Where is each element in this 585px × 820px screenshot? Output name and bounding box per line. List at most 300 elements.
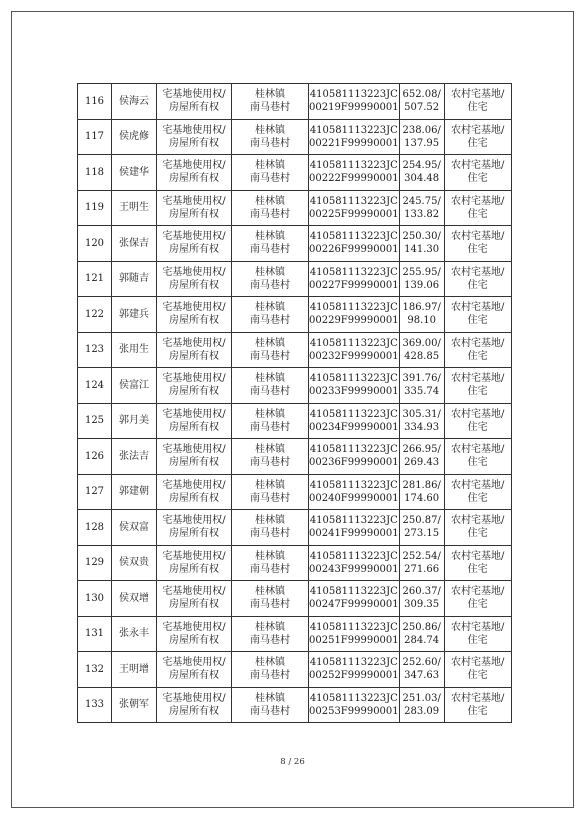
right-type-cell-line-1: 宅基地使用权/ xyxy=(162,231,226,243)
area-cell-line-1: 245.75/ xyxy=(402,195,441,207)
area-cell-line-1: 369.00/ xyxy=(402,337,441,349)
land-use-cell-line-1: 农村宅基地/ xyxy=(450,515,505,527)
land-use-cell-line-2: 住宅 xyxy=(467,208,488,220)
area-cell-line-1: 250.30/ xyxy=(402,231,441,243)
right-type-cell-line-1: 宅基地使用权/ xyxy=(162,195,226,207)
location-cell xyxy=(232,403,309,439)
parcel-code-cell xyxy=(309,155,400,191)
parcel-code-cell-line-1: 410581113223JC xyxy=(309,479,398,491)
owner-name-cell: 侯建华 xyxy=(112,155,157,191)
area-cell-line-2: 269.43 xyxy=(404,457,440,469)
parcel-code-cell-line-1: 410581113223JC xyxy=(309,337,398,349)
owner-name-cell: 张保吉 xyxy=(112,226,157,262)
parcel-code-cell-line-2: 00229F99990001 xyxy=(309,315,399,327)
table-row xyxy=(78,155,512,191)
right-type-cell-line-1: 宅基地使用权/ xyxy=(162,302,226,314)
location-cell-line-1: 桂林镇 xyxy=(255,550,285,562)
right-type-cell-line-2: 房屋所有权 xyxy=(169,208,219,220)
land-use-cell-line-1: 农村宅基地/ xyxy=(450,124,505,136)
parcel-code-cell-line-2: 00219F99990001 xyxy=(309,102,399,114)
right-type-cell-line-1: 宅基地使用权/ xyxy=(162,337,226,349)
table-row xyxy=(78,581,512,617)
parcel-code-cell-line-2: 00232F99990001 xyxy=(309,350,399,362)
area-cell-line-1: 252.60/ xyxy=(402,657,441,669)
location-cell-line-2: 南马巷村 xyxy=(250,528,290,540)
parcel-code-cell-line-2: 00241F99990001 xyxy=(309,528,399,540)
location-cell-line-2: 南马巷村 xyxy=(250,457,290,469)
row-number-cell: 133 xyxy=(78,687,112,723)
parcel-code-cell xyxy=(309,368,400,404)
area-cell-line-1: 255.95/ xyxy=(402,266,441,278)
location-cell xyxy=(232,261,309,297)
land-use-cell-line-1: 农村宅基地/ xyxy=(450,160,505,172)
area-cell-line-1: 250.86/ xyxy=(402,621,441,633)
area-cell-line-2: 283.09 xyxy=(404,705,440,717)
area-cell xyxy=(399,190,444,226)
area-cell-line-2: 141.30 xyxy=(404,244,440,256)
parcel-code-cell-line-1: 410581113223JC xyxy=(309,195,398,207)
owner-name-cell: 张法吉 xyxy=(112,439,157,475)
land-use-cell-line-1: 农村宅基地/ xyxy=(450,302,505,314)
parcel-code-cell-line-1: 410581113223JC xyxy=(309,550,398,562)
row-number-cell: 129 xyxy=(78,545,112,581)
owner-name-cell: 侯双贵 xyxy=(112,545,157,581)
owner-name-cell: 王明增 xyxy=(112,652,157,688)
location-cell-line-2: 南马巷村 xyxy=(250,563,290,575)
owner-name-cell: 侯海云 xyxy=(112,84,157,120)
area-cell-line-2: 304.48 xyxy=(404,173,440,185)
location-cell-line-2: 南马巷村 xyxy=(250,279,290,291)
area-cell-line-1: 251.03/ xyxy=(402,692,441,704)
parcel-code-cell-line-2: 00240F99990001 xyxy=(309,492,399,504)
land-use-cell xyxy=(444,226,511,262)
right-type-cell-line-1: 宅基地使用权/ xyxy=(162,479,226,491)
area-cell-line-1: 238.06/ xyxy=(402,124,441,136)
right-type-cell-line-1: 宅基地使用权/ xyxy=(162,408,226,420)
right-type-cell-line-1: 宅基地使用权/ xyxy=(162,124,226,136)
area-cell-line-2: 347.63 xyxy=(404,670,440,682)
land-use-cell xyxy=(444,261,511,297)
land-use-cell xyxy=(444,332,511,368)
location-cell-line-2: 南马巷村 xyxy=(250,670,290,682)
parcel-code-cell-line-2: 00243F99990001 xyxy=(309,563,399,575)
area-cell xyxy=(399,155,444,191)
right-type-cell-line-1: 宅基地使用权/ xyxy=(162,586,226,598)
land-use-cell xyxy=(444,652,511,688)
owner-name-cell: 张永丰 xyxy=(112,616,157,652)
parcel-code-cell xyxy=(309,190,400,226)
table-row xyxy=(78,368,512,404)
right-type-cell xyxy=(157,616,232,652)
area-cell-line-2: 334.93 xyxy=(404,421,440,433)
area-cell xyxy=(399,545,444,581)
location-cell-line-2: 南马巷村 xyxy=(250,350,290,362)
table-row xyxy=(78,687,512,723)
right-type-cell xyxy=(157,439,232,475)
area-cell xyxy=(399,652,444,688)
land-use-cell-line-2: 住宅 xyxy=(467,315,488,327)
right-type-cell-line-2: 房屋所有权 xyxy=(169,599,219,611)
land-use-cell xyxy=(444,190,511,226)
location-cell xyxy=(232,439,309,475)
right-type-cell-line-1: 宅基地使用权/ xyxy=(162,515,226,527)
right-type-cell-line-2: 房屋所有权 xyxy=(169,315,219,327)
location-cell-line-1: 桂林镇 xyxy=(255,586,285,598)
area-cell-line-1: 250.87/ xyxy=(402,515,441,527)
land-use-cell xyxy=(444,403,511,439)
owner-name-cell: 王明生 xyxy=(112,190,157,226)
land-use-cell xyxy=(444,545,511,581)
right-type-cell-line-2: 房屋所有权 xyxy=(169,634,219,646)
land-use-cell-line-1: 农村宅基地/ xyxy=(450,586,505,598)
location-cell-line-2: 南马巷村 xyxy=(250,421,290,433)
row-number-cell: 118 xyxy=(78,155,112,191)
location-cell xyxy=(232,687,309,723)
parcel-code-cell xyxy=(309,545,400,581)
area-cell xyxy=(399,368,444,404)
area-cell xyxy=(399,439,444,475)
row-number-cell: 122 xyxy=(78,297,112,333)
area-cell-line-2: 273.15 xyxy=(404,528,440,540)
row-number-cell: 123 xyxy=(78,332,112,368)
location-cell-line-1: 桂林镇 xyxy=(255,337,285,349)
right-type-cell xyxy=(157,545,232,581)
row-number-cell: 132 xyxy=(78,652,112,688)
right-type-cell-line-1: 宅基地使用权/ xyxy=(162,657,226,669)
location-cell-line-1: 桂林镇 xyxy=(255,408,285,420)
area-cell-line-1: 281.86/ xyxy=(402,479,441,491)
area-cell xyxy=(399,687,444,723)
area-cell-line-2: 271.66 xyxy=(404,563,440,575)
owner-name-cell: 郭随吉 xyxy=(112,261,157,297)
row-number-cell: 121 xyxy=(78,261,112,297)
parcel-code-cell-line-1: 410581113223JC xyxy=(309,231,398,243)
location-cell-line-2: 南马巷村 xyxy=(250,208,290,220)
area-cell xyxy=(399,226,444,262)
land-use-cell xyxy=(444,439,511,475)
right-type-cell-line-1: 宅基地使用权/ xyxy=(162,621,226,633)
right-type-cell xyxy=(157,297,232,333)
row-number-cell: 126 xyxy=(78,439,112,475)
area-cell-line-2: 139.06 xyxy=(404,279,440,291)
area-cell-line-1: 652.08/ xyxy=(402,89,441,101)
property-records-table xyxy=(77,83,512,723)
area-cell xyxy=(399,403,444,439)
row-number-cell: 119 xyxy=(78,190,112,226)
table-row xyxy=(78,616,512,652)
area-cell-line-2: 98.10 xyxy=(407,315,436,327)
parcel-code-cell xyxy=(309,439,400,475)
land-use-cell-line-2: 住宅 xyxy=(467,279,488,291)
land-use-cell-line-1: 农村宅基地/ xyxy=(450,195,505,207)
area-cell xyxy=(399,297,444,333)
area-cell-line-1: 260.37/ xyxy=(402,586,441,598)
right-type-cell-line-2: 房屋所有权 xyxy=(169,421,219,433)
right-type-cell-line-2: 房屋所有权 xyxy=(169,563,219,575)
location-cell-line-1: 桂林镇 xyxy=(255,89,285,101)
land-use-cell-line-2: 住宅 xyxy=(467,528,488,540)
land-use-cell-line-2: 住宅 xyxy=(467,705,488,717)
owner-name-cell: 郭建兵 xyxy=(112,297,157,333)
land-use-cell-line-1: 农村宅基地/ xyxy=(450,692,505,704)
parcel-code-cell xyxy=(309,687,400,723)
land-use-cell-line-2: 住宅 xyxy=(467,102,488,114)
location-cell-line-1: 桂林镇 xyxy=(255,302,285,314)
row-number-cell: 127 xyxy=(78,474,112,510)
location-cell-line-1: 桂林镇 xyxy=(255,692,285,704)
row-number-cell: 130 xyxy=(78,581,112,617)
right-type-cell xyxy=(157,652,232,688)
parcel-code-cell-line-2: 00226F99990001 xyxy=(309,244,399,256)
owner-name-cell: 郭建朝 xyxy=(112,474,157,510)
location-cell-line-1: 桂林镇 xyxy=(255,160,285,172)
land-use-cell-line-1: 农村宅基地/ xyxy=(450,266,505,278)
parcel-code-cell-line-2: 00247F99990001 xyxy=(309,599,399,611)
table-row xyxy=(78,510,512,546)
location-cell-line-2: 南马巷村 xyxy=(250,315,290,327)
location-cell-line-2: 南马巷村 xyxy=(250,492,290,504)
right-type-cell-line-2: 房屋所有权 xyxy=(169,386,219,398)
area-cell-line-1: 391.76/ xyxy=(402,373,441,385)
area-cell-line-2: 428.85 xyxy=(404,350,440,362)
parcel-code-cell-line-1: 410581113223JC xyxy=(309,160,398,172)
owner-name-cell: 侯双增 xyxy=(112,581,157,617)
land-use-cell-line-1: 农村宅基地/ xyxy=(450,444,505,456)
area-cell-line-1: 186.97/ xyxy=(402,302,441,314)
parcel-code-cell-line-1: 410581113223JC xyxy=(309,302,398,314)
parcel-code-cell xyxy=(309,332,400,368)
row-number-cell: 120 xyxy=(78,226,112,262)
table-row xyxy=(78,84,512,120)
right-type-cell-line-2: 房屋所有权 xyxy=(169,244,219,256)
area-cell-line-2: 507.52 xyxy=(404,102,440,114)
parcel-code-cell xyxy=(309,297,400,333)
parcel-code-cell-line-1: 410581113223JC xyxy=(309,515,398,527)
land-use-cell xyxy=(444,119,511,155)
area-cell-line-2: 309.35 xyxy=(404,599,440,611)
location-cell-line-1: 桂林镇 xyxy=(255,195,285,207)
table-row xyxy=(78,119,512,155)
parcel-code-cell-line-1: 410581113223JC xyxy=(309,444,398,456)
parcel-code-cell-line-2: 00225F99990001 xyxy=(309,208,399,220)
land-use-cell-line-1: 农村宅基地/ xyxy=(450,479,505,491)
land-use-cell xyxy=(444,616,511,652)
right-type-cell xyxy=(157,687,232,723)
parcel-code-cell-line-1: 410581113223JC xyxy=(309,621,398,633)
right-type-cell xyxy=(157,226,232,262)
location-cell xyxy=(232,545,309,581)
parcel-code-cell-line-2: 00234F99990001 xyxy=(309,421,399,433)
parcel-code-cell-line-2: 00221F99990001 xyxy=(309,137,399,149)
parcel-code-cell-line-1: 410581113223JC xyxy=(309,657,398,669)
parcel-code-cell-line-1: 410581113223JC xyxy=(309,89,398,101)
right-type-cell xyxy=(157,332,232,368)
land-use-cell-line-1: 农村宅基地/ xyxy=(450,408,505,420)
area-cell-line-1: 252.54/ xyxy=(402,550,441,562)
row-number-cell: 116 xyxy=(78,84,112,120)
owner-name-cell: 张朝军 xyxy=(112,687,157,723)
area-cell xyxy=(399,474,444,510)
parcel-code-cell xyxy=(309,616,400,652)
land-use-cell-line-2: 住宅 xyxy=(467,137,488,149)
table-row xyxy=(78,545,512,581)
parcel-code-cell-line-2: 00222F99990001 xyxy=(309,173,399,185)
land-use-cell-line-2: 住宅 xyxy=(467,599,488,611)
parcel-code-cell-line-2: 00227F99990001 xyxy=(309,279,399,291)
parcel-code-cell xyxy=(309,581,400,617)
land-use-cell-line-2: 住宅 xyxy=(467,173,488,185)
land-use-cell-line-2: 住宅 xyxy=(467,634,488,646)
location-cell-line-1: 桂林镇 xyxy=(255,621,285,633)
owner-name-cell: 侯虎修 xyxy=(112,119,157,155)
right-type-cell-line-2: 房屋所有权 xyxy=(169,350,219,362)
right-type-cell xyxy=(157,474,232,510)
land-use-cell xyxy=(444,687,511,723)
land-use-cell-line-1: 农村宅基地/ xyxy=(450,550,505,562)
location-cell xyxy=(232,652,309,688)
location-cell xyxy=(232,616,309,652)
area-cell-line-2: 133.82 xyxy=(404,208,440,220)
location-cell-line-1: 桂林镇 xyxy=(255,231,285,243)
table-row xyxy=(78,297,512,333)
location-cell-line-1: 桂林镇 xyxy=(255,124,285,136)
parcel-code-cell-line-2: 00233F99990001 xyxy=(309,386,399,398)
land-use-cell xyxy=(444,368,511,404)
right-type-cell-line-1: 宅基地使用权/ xyxy=(162,444,226,456)
parcel-code-cell xyxy=(309,403,400,439)
right-type-cell-line-2: 房屋所有权 xyxy=(169,705,219,717)
location-cell-line-1: 桂林镇 xyxy=(255,657,285,669)
parcel-code-cell-line-2: 00251F99990001 xyxy=(309,634,399,646)
owner-name-cell: 侯富江 xyxy=(112,368,157,404)
location-cell-line-1: 桂林镇 xyxy=(255,515,285,527)
row-number-cell: 117 xyxy=(78,119,112,155)
parcel-code-cell xyxy=(309,261,400,297)
land-use-cell xyxy=(444,581,511,617)
location-cell xyxy=(232,581,309,617)
right-type-cell-line-2: 房屋所有权 xyxy=(169,670,219,682)
parcel-code-cell xyxy=(309,119,400,155)
table-row xyxy=(78,226,512,262)
table-row xyxy=(78,474,512,510)
parcel-code-cell-line-2: 00236F99990001 xyxy=(309,457,399,469)
right-type-cell-line-2: 房屋所有权 xyxy=(169,528,219,540)
location-cell xyxy=(232,297,309,333)
parcel-code-cell-line-1: 410581113223JC xyxy=(309,692,398,704)
location-cell-line-2: 南马巷村 xyxy=(250,705,290,717)
parcel-code-cell-line-1: 410581113223JC xyxy=(309,266,398,278)
location-cell xyxy=(232,474,309,510)
parcel-code-cell xyxy=(309,474,400,510)
right-type-cell xyxy=(157,368,232,404)
location-cell-line-2: 南马巷村 xyxy=(250,102,290,114)
parcel-code-cell-line-1: 410581113223JC xyxy=(309,586,398,598)
land-use-cell-line-1: 农村宅基地/ xyxy=(450,89,505,101)
location-cell xyxy=(232,510,309,546)
right-type-cell-line-1: 宅基地使用权/ xyxy=(162,160,226,172)
table-row xyxy=(78,403,512,439)
location-cell-line-2: 南马巷村 xyxy=(250,244,290,256)
right-type-cell-line-1: 宅基地使用权/ xyxy=(162,550,226,562)
right-type-cell xyxy=(157,510,232,546)
area-cell xyxy=(399,510,444,546)
area-cell-line-2: 335.74 xyxy=(404,386,440,398)
location-cell-line-2: 南马巷村 xyxy=(250,599,290,611)
area-cell xyxy=(399,84,444,120)
owner-name-cell: 侯双富 xyxy=(112,510,157,546)
table-row xyxy=(78,190,512,226)
location-cell xyxy=(232,226,309,262)
area-cell xyxy=(399,261,444,297)
right-type-cell-line-2: 房屋所有权 xyxy=(169,457,219,469)
row-number-cell: 125 xyxy=(78,403,112,439)
right-type-cell-line-2: 房屋所有权 xyxy=(169,279,219,291)
parcel-code-cell xyxy=(309,652,400,688)
area-cell-line-2: 174.60 xyxy=(404,492,440,504)
area-cell-line-1: 266.95/ xyxy=(402,444,441,456)
location-cell-line-2: 南马巷村 xyxy=(250,634,290,646)
parcel-code-cell-line-2: 00253F99990001 xyxy=(309,705,399,717)
parcel-code-cell xyxy=(309,510,400,546)
right-type-cell xyxy=(157,403,232,439)
right-type-cell xyxy=(157,119,232,155)
right-type-cell-line-1: 宅基地使用权/ xyxy=(162,692,226,704)
right-type-cell-line-2: 房屋所有权 xyxy=(169,102,219,114)
location-cell-line-2: 南马巷村 xyxy=(250,386,290,398)
land-use-cell xyxy=(444,474,511,510)
land-use-cell xyxy=(444,84,511,120)
land-use-cell-line-2: 住宅 xyxy=(467,492,488,504)
land-use-cell-line-2: 住宅 xyxy=(467,457,488,469)
location-cell-line-2: 南马巷村 xyxy=(250,173,290,185)
land-use-cell-line-2: 住宅 xyxy=(467,670,488,682)
table-row xyxy=(78,332,512,368)
location-cell-line-1: 桂林镇 xyxy=(255,266,285,278)
right-type-cell-line-1: 宅基地使用权/ xyxy=(162,266,226,278)
table-row xyxy=(78,261,512,297)
land-use-cell-line-1: 农村宅基地/ xyxy=(450,337,505,349)
location-cell xyxy=(232,119,309,155)
right-type-cell-line-2: 房屋所有权 xyxy=(169,173,219,185)
area-cell xyxy=(399,581,444,617)
area-cell xyxy=(399,616,444,652)
right-type-cell xyxy=(157,581,232,617)
area-cell xyxy=(399,119,444,155)
location-cell xyxy=(232,155,309,191)
land-use-cell-line-2: 住宅 xyxy=(467,386,488,398)
land-use-cell xyxy=(444,297,511,333)
parcel-code-cell-line-2: 00252F99990001 xyxy=(309,670,399,682)
land-use-cell-line-1: 农村宅基地/ xyxy=(450,231,505,243)
area-cell-line-1: 254.95/ xyxy=(402,160,441,172)
right-type-cell-line-1: 宅基地使用权/ xyxy=(162,89,226,101)
location-cell xyxy=(232,84,309,120)
owner-name-cell: 郭月美 xyxy=(112,403,157,439)
location-cell-line-1: 桂林镇 xyxy=(255,479,285,491)
land-use-cell xyxy=(444,155,511,191)
parcel-code-cell xyxy=(309,84,400,120)
row-number-cell: 124 xyxy=(78,368,112,404)
right-type-cell-line-1: 宅基地使用权/ xyxy=(162,373,226,385)
right-type-cell-line-2: 房屋所有权 xyxy=(169,137,219,149)
land-use-cell-line-2: 住宅 xyxy=(467,350,488,362)
table-row xyxy=(78,652,512,688)
area-cell xyxy=(399,332,444,368)
land-use-cell-line-1: 农村宅基地/ xyxy=(450,621,505,633)
land-use-cell xyxy=(444,510,511,546)
land-use-cell-line-2: 住宅 xyxy=(467,563,488,575)
land-use-cell-line-2: 住宅 xyxy=(467,421,488,433)
